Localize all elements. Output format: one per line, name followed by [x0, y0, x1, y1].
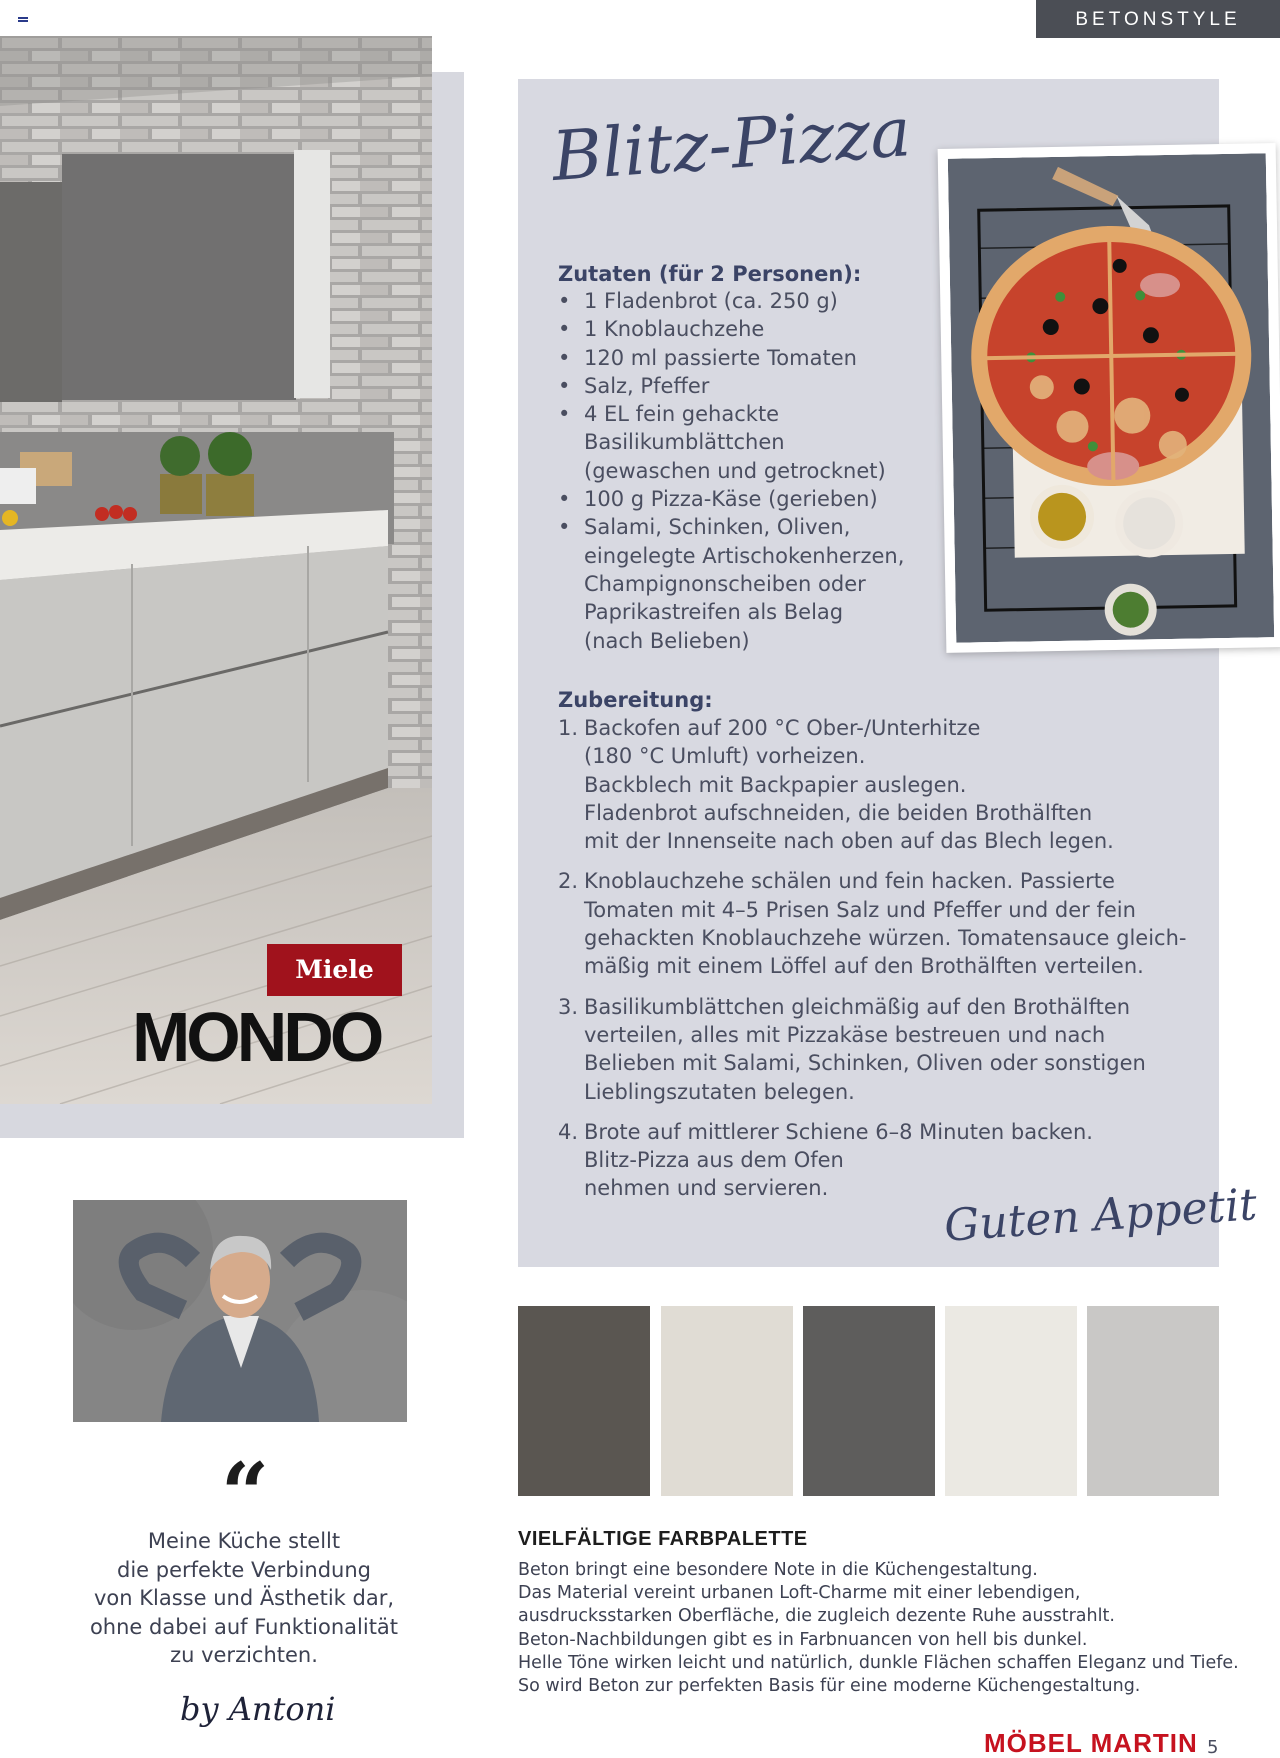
menu-icon[interactable]	[18, 17, 28, 24]
preparation-steps	[558, 714, 1198, 1215]
step-item: 2. Knoblauchzehe schälen und fein hacken. Passierte Tomaten mit 4–5 Prisen Salz und Pfeffer und der fein gehackten Knoblauchzehe würzen. Tomatensauce gleich- mäßig mit einem Löffel auf den Brothälften verteilen.	[558, 869, 1187, 979]
list-item: • 120 ml passierte Tomaten	[558, 344, 938, 372]
list-item: • 1 Knoblauchzehe	[558, 315, 938, 343]
miele-logo: Miele	[267, 944, 402, 996]
list-item: • Salami, Schinken, Oliven, eingelegte Artischokenherzen, Champignonscheiben oder Paprikastreifen als Belag (nach Belieben)	[558, 513, 938, 654]
preparation-heading: Zubereitung:	[558, 688, 713, 712]
list-item: • 4 EL fein gehackte Basilikumblättchen (gewaschen und getrocknet)	[558, 400, 938, 485]
quote-mark-icon: “	[220, 1444, 270, 1543]
ingredients-list	[558, 287, 938, 655]
pizza-photo	[948, 153, 1274, 642]
ingredients-heading: Zutaten (für 2 Personen):	[558, 262, 862, 286]
testimonial-quote: Meine Küche stellt die perfekte Verbindung von Klasse und Ästhetik dar, ohne dabei auf Funktionalität zu verzichten.	[89, 1529, 399, 1667]
color-swatch	[518, 1306, 650, 1496]
closing-signature: Guten Appetit	[942, 1179, 1259, 1252]
pizza-photo-frame	[938, 143, 1280, 653]
palette-heading: VIELFÄLTIGE FARBPALETTE	[518, 1528, 808, 1550]
mondo-logo: MONDO	[132, 998, 381, 1076]
palette-description: Beton bringt eine besondere Note in die Küchengestaltung. Das Material vereint urbanen Loft-Charme mit einer lebendigen, ausdrucksstarken Oberfläche, die zugleich dezente Ruhe ausstrahlt. Beton-Nachbildungen gibt es in Farbnuancen von hell bis dunkel. Helle Töne wirken leicht und natürlich, dunkle Flächen schaffen Eleganz und Tiefe. So wird Beton zur perfekten Basis für eine moderne Küchengestaltung.	[518, 1560, 1239, 1697]
portrait-photo	[73, 1200, 407, 1422]
recipe-title: Blitz-Pizza	[549, 93, 914, 197]
color-swatch	[1087, 1306, 1219, 1496]
list-item: • Salz, Pfeffer	[558, 372, 938, 400]
step-item: 4. Brote auf mittlerer Schiene 6–8 Minuten backen. Blitz-Pizza aus dem Ofen nehmen und servieren.	[558, 1119, 1093, 1201]
page-number: 5	[1207, 1737, 1219, 1758]
step-item: 1. Backofen auf 200 °C Ober-/Unterhitze (180 °C Umluft) vorheizen. Backblech mit Backpapier auslegen. Fladenbrot aufschneiden, die beiden Brothälften mit der Innenseite nach oben auf das Blech legen.	[558, 716, 1114, 854]
color-swatch	[945, 1306, 1077, 1496]
list-item: • 1 Fladenbrot (ca. 250 g)	[558, 287, 938, 315]
step-item: 3. Basilikumblättchen gleichmäßig auf den Brothälften verteilen, alles mit Pizzakäse bestreuen und nach Belieben mit Salami, Schinken, Oliven oder sonstigen Lieblingszutaten belegen.	[558, 994, 1146, 1104]
testimonial-signature: by Antoni	[180, 1690, 336, 1728]
list-item: • 100 g Pizza-Käse (gerieben)	[558, 485, 938, 513]
color-swatch	[803, 1306, 935, 1496]
section-tag: BETONSTYLE	[1036, 0, 1280, 38]
color-swatch	[661, 1306, 793, 1496]
moebel-martin-logo: MÖBEL MARTIN	[984, 1728, 1198, 1758]
